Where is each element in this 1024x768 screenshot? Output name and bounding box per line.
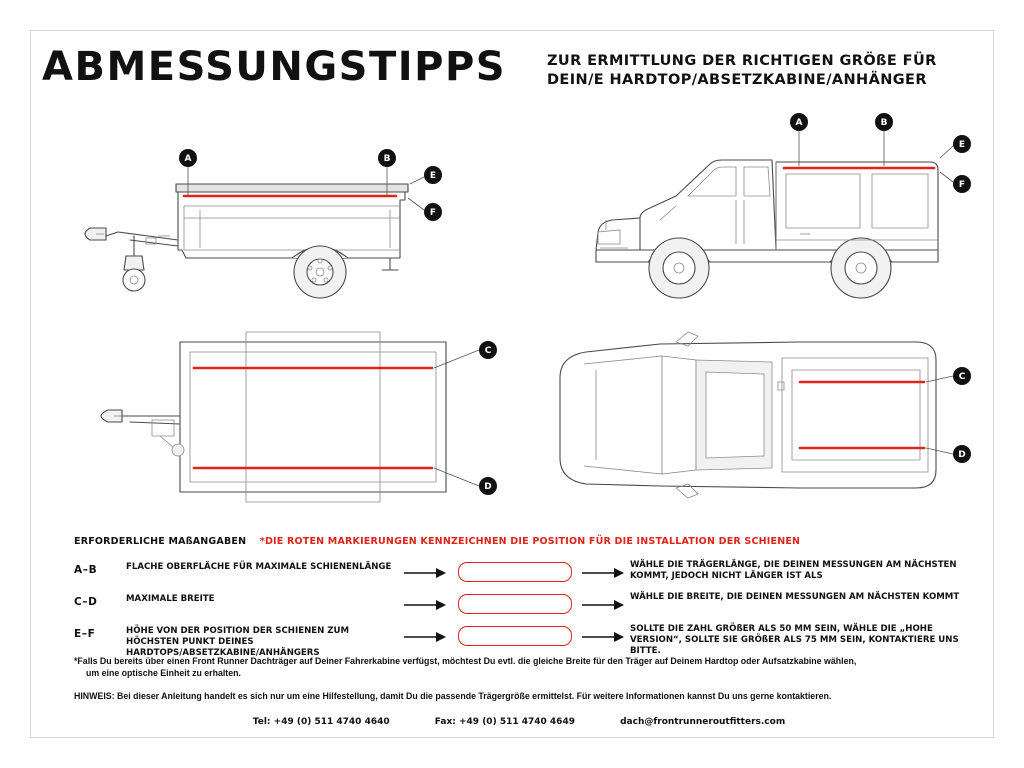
row-code-ab: A–B xyxy=(74,564,98,576)
svg-text:B: B xyxy=(383,154,391,164)
hint-note: HINWEIS: Bei dieser Anleitung handelt es sich nur um eine Hilfestellung, damit Du die passende Trägergröße ermittelst. Für weitere Informationen kannst Du uns gerne kontaktieren. xyxy=(74,691,832,701)
svg-text:A: A xyxy=(184,154,192,164)
contact-email[interactable]: dach@frontrunneroutfitters.com xyxy=(620,717,786,727)
row-description-ef: HÖHE VON DER POSITION DER SCHIENEN ZUM HÖCHSTEN PUNKT DEINES HARDTOPS/ABSETZKABINE/ANHÄNGERS xyxy=(126,626,350,658)
legend-label-required: ERFORDERLICHE MAßANGABEN xyxy=(74,536,247,547)
footnote-line-2: um eine optische Einheit zu erhalten. xyxy=(86,668,241,678)
page-subtitle xyxy=(547,52,947,90)
row-result-cd: WÄHLE DIE BREITE, DIE DEINEN MESSUNGEN AM NÄCHSTEN KOMMT xyxy=(630,592,960,602)
row-result-ab: WÄHLE DIE TRÄGERLÄNGE, DIE DEINEN MESSUNGEN AM NÄCHSTEN KOMMT, JEDOCH NICHT LÄNGER IST ALS xyxy=(630,560,957,581)
row-code-cd: C–D xyxy=(74,596,98,608)
svg-text:C: C xyxy=(958,372,966,382)
arrow-right-icon xyxy=(404,568,446,578)
footnote xyxy=(74,655,964,679)
svg-text:A: A xyxy=(795,118,803,128)
legend-row xyxy=(74,536,954,547)
arrow-right-icon xyxy=(404,600,446,610)
legend-note-red-markings: *DIE ROTEN MARKIERUNGEN KENNZEICHNEN DIE POSITION FÜR DIE INSTALLATION DER SCHIENEN xyxy=(259,536,801,547)
trailer-top-view-diagram xyxy=(60,320,492,520)
subtitle-line-1: ZUR ERMITTLUNG DER RICHTIGEN GRÖßE FÜR xyxy=(547,53,937,69)
truck-side-view-diagram xyxy=(500,100,970,315)
svg-text:F: F xyxy=(429,208,437,218)
measurement-row-ef xyxy=(74,624,959,658)
truck-top-view-diagram xyxy=(500,318,970,523)
svg-text:E: E xyxy=(429,171,437,181)
contact-tel: Tel: +49 (0) 511 4740 4640 xyxy=(252,717,390,727)
page-title: ABMESSUNGSTIPPS xyxy=(42,44,507,90)
subtitle-line-2: DEIN/E HARDTOP/ABSETZKABINE/ANHÄNGER xyxy=(547,72,927,88)
svg-text:C: C xyxy=(484,346,492,356)
arrow-right-icon xyxy=(582,632,624,642)
contact-fax: Fax: +49 (0) 511 4740 4649 xyxy=(434,717,575,727)
arrow-right-icon xyxy=(582,568,624,578)
measurement-row-cd xyxy=(74,592,960,624)
input-measurement-ef[interactable] xyxy=(458,626,572,646)
row-code-ef: E–F xyxy=(74,628,96,640)
measurement-rows xyxy=(74,560,960,658)
svg-text:B: B xyxy=(880,118,888,128)
measurement-row-ab xyxy=(74,560,957,592)
footnote-line-1: *Falls Du bereits über einen Front Runner Dachträger auf Deiner Fahrerkabine verfügst, möchtest Du evtl. die gleiche Breite für den Träger auf Deinem Hardtop oder Aufsatzkabine wählen, xyxy=(74,656,857,666)
contact-line xyxy=(74,717,964,727)
row-description-cd: MAXIMALE BREITE xyxy=(126,594,215,604)
row-result-ef: SOLLTE DIE ZAHL GRÖßER ALS 50 MM SEIN, WÄHLE DIE „HOHE VERSION“, SOLLTE SIE GRÖßER ALS 75 MM SEIN, KONTAKTIERE UNS BITTE. xyxy=(630,624,959,656)
arrow-right-icon xyxy=(404,632,446,642)
trailer-side-view-diagram xyxy=(60,110,480,310)
arrow-right-icon xyxy=(582,600,624,610)
input-measurement-cd[interactable] xyxy=(458,594,572,614)
svg-text:D: D xyxy=(958,450,966,460)
svg-text:D: D xyxy=(484,482,492,492)
input-measurement-ab[interactable] xyxy=(458,562,572,582)
svg-text:F: F xyxy=(958,180,966,190)
row-description-ab: FLACHE OBERFLÄCHE FÜR MAXIMALE SCHIENENLÄNGE xyxy=(126,562,392,572)
svg-text:E: E xyxy=(958,140,966,150)
